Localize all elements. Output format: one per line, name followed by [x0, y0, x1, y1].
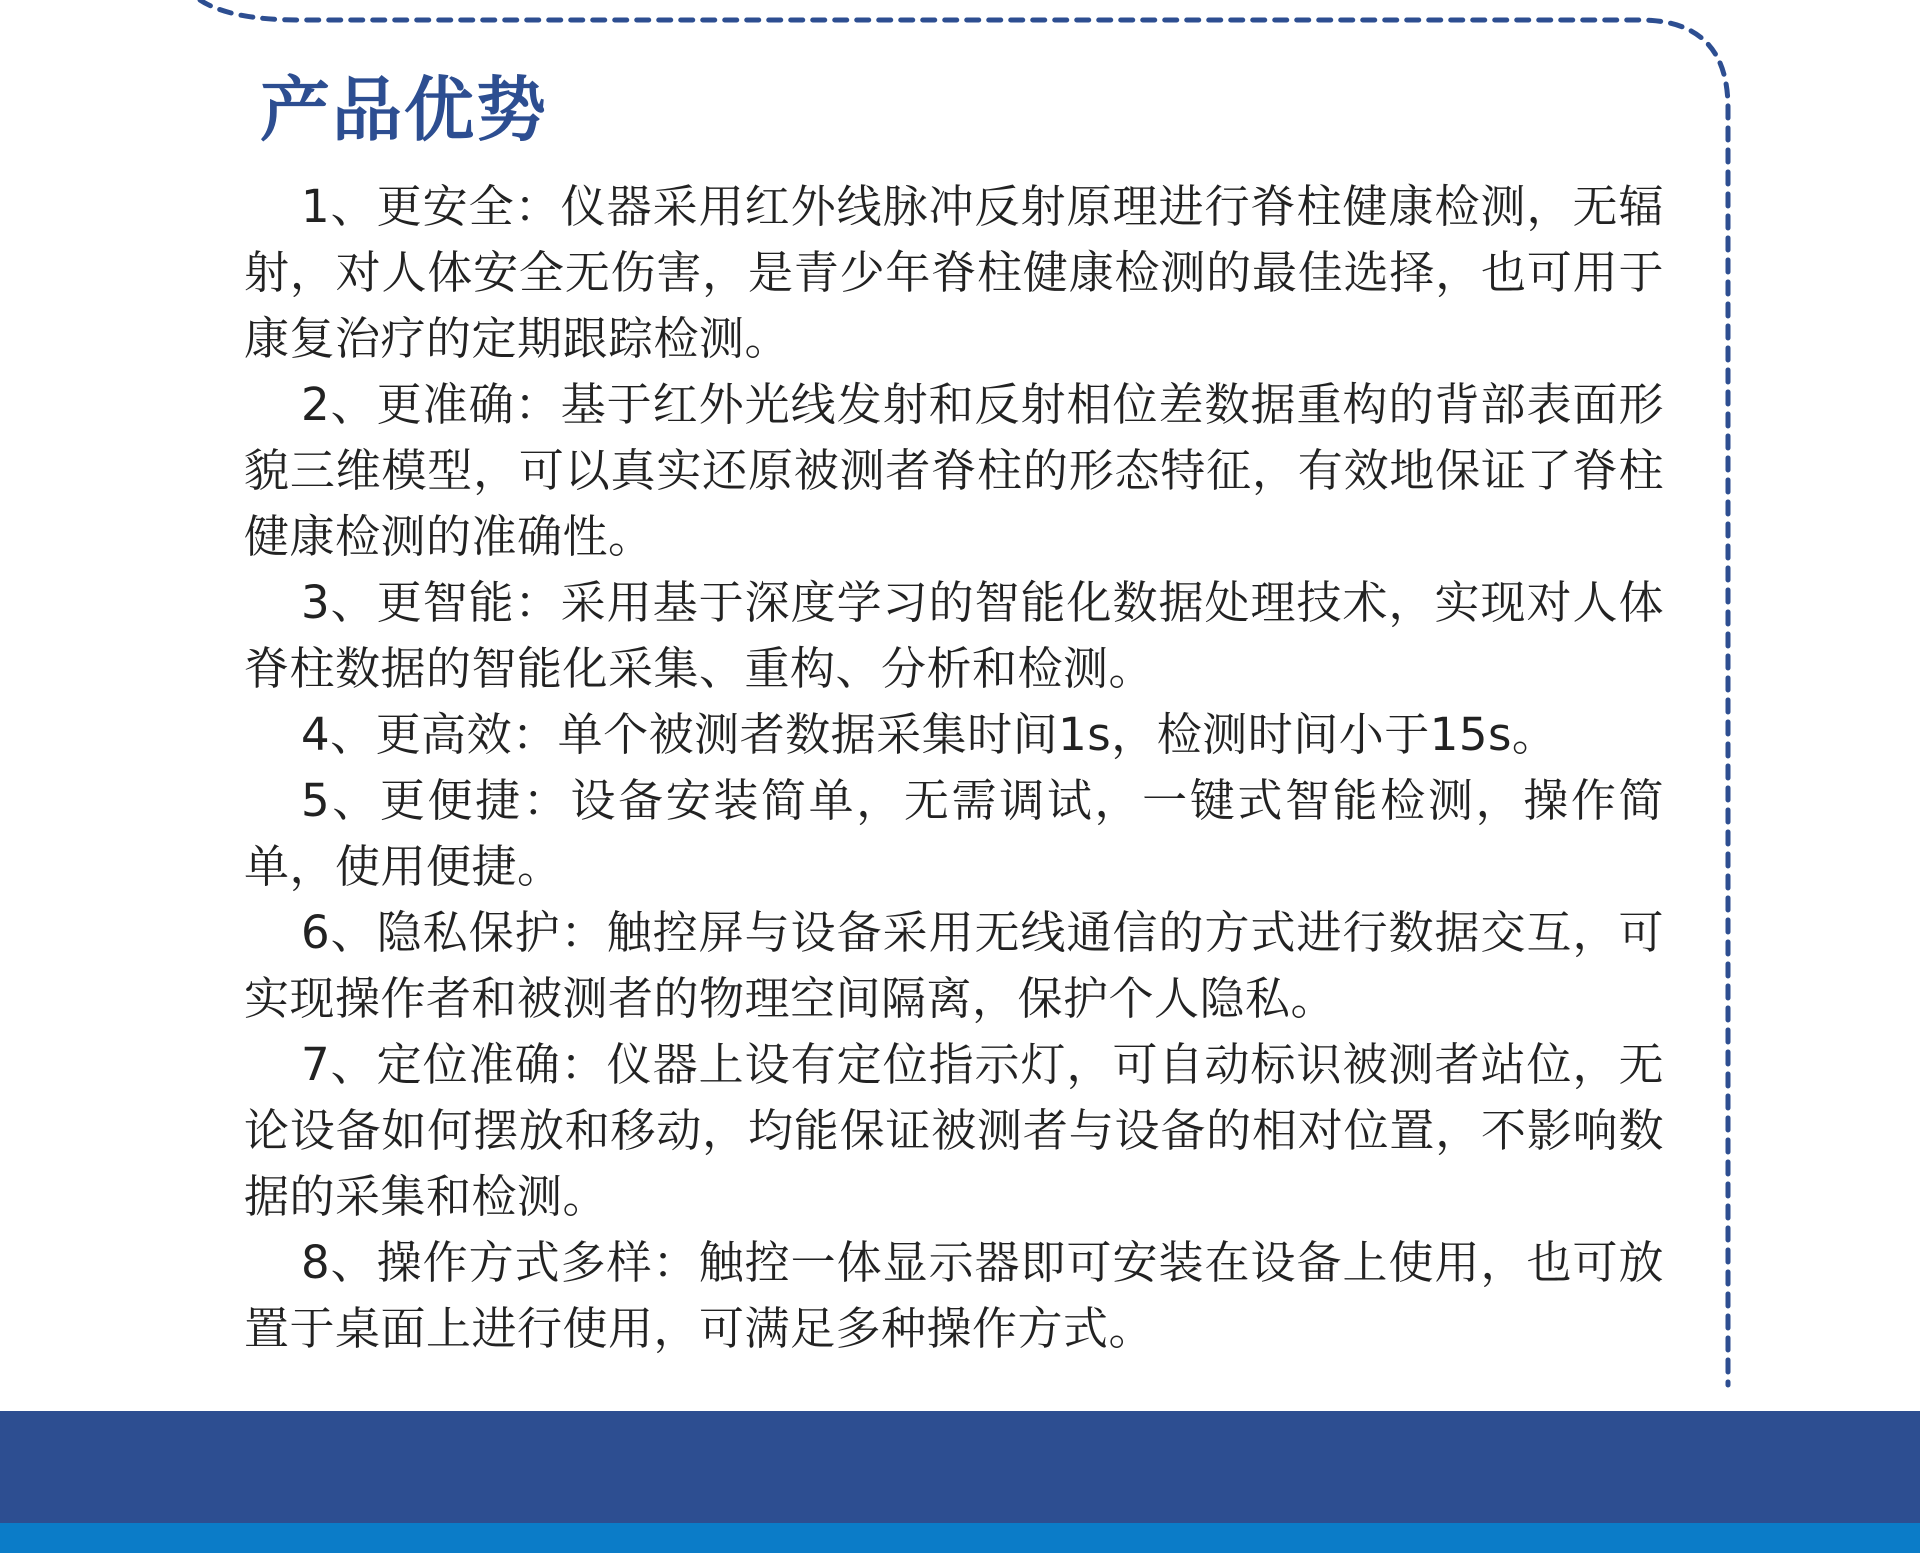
advantage-item-5: 5、更便捷：设备安装简单，无需调试，一键式智能检测，操作简单，使用便捷。 — [244, 774, 1664, 893]
advantage-item-7: 7、定位准确：仪器上设有定位指示灯，可自动标识被测者站位，无论设备如何摆放和移动，均能保证被测者与设备的相对位置，不影响数据的采集和检测。 — [244, 1038, 1664, 1223]
advantage-item-3: 3、更智能：采用基于深度学习的智能化数据处理技术，实现对人体脊柱数据的智能化采集、重构、分析和检测。 — [244, 576, 1664, 695]
footer-band-dark — [0, 1411, 1920, 1523]
advantage-item-2: 2、更准确：基于红外光线发射和反射相位差数据重构的背部表面形貌三维模型，可以真实还原被测者脊柱的形态特征，有效地保证了脊柱健康检测的准确性。 — [244, 378, 1664, 563]
advantage-item-1: 1、更安全：仪器采用红外线脉冲反射原理进行脊柱健康检测，无辐射，对人体安全无伤害，是青少年脊柱健康检测的最佳选择，也可用于康复治疗的定期跟踪检测。 — [244, 180, 1664, 365]
advantage-list — [244, 174, 1664, 1362]
section-title: 产品优势 — [260, 69, 548, 151]
footer-band-light — [0, 1523, 1920, 1553]
advantage-item-4: 4、更高效：单个被测者数据采集时间1s，检测时间小于15s。 — [301, 708, 1558, 761]
product-advantages-section — [244, 60, 1664, 1362]
advantage-item-6: 6、隐私保护：触控屏与设备采用无线通信的方式进行数据交互，可实现操作者和被测者的物理空间隔离，保护个人隐私。 — [244, 906, 1664, 1025]
advantage-item-8: 8、操作方式多样：触控一体显示器即可安装在设备上使用，也可放置于桌面上进行使用，可满足多种操作方式。 — [244, 1236, 1664, 1355]
